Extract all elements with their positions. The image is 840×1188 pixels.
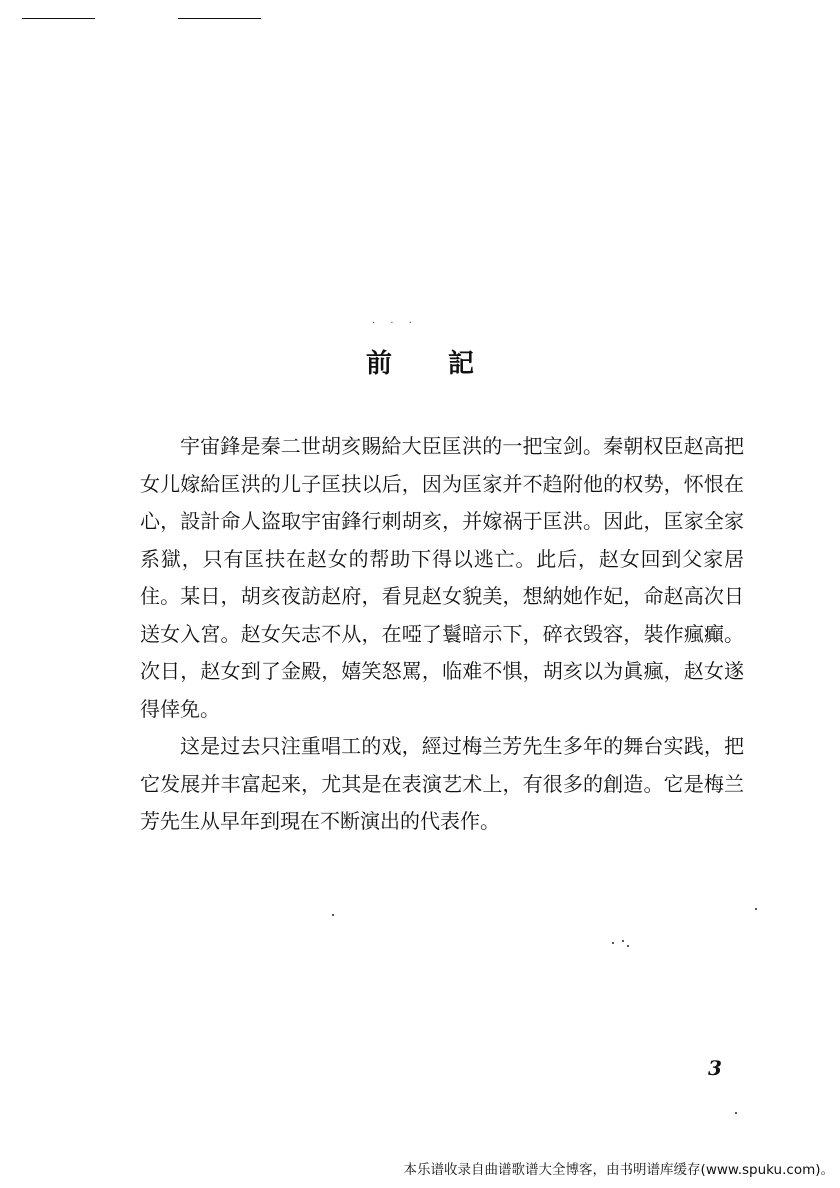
preface-body <box>140 428 744 841</box>
scan-speck <box>622 940 624 942</box>
page-number: 3 <box>708 1056 722 1080</box>
top-rule-right <box>178 18 261 19</box>
scan-specks: · · · <box>372 318 418 329</box>
page-title <box>0 343 840 380</box>
scan-speck <box>332 914 334 916</box>
title-char-2: 記 <box>448 349 475 379</box>
scan-speck <box>735 1112 737 1114</box>
scan-speck <box>627 945 629 947</box>
paragraph-2: 这是过去只注重唱工的戏，經过梅兰芳先生多年的舞台实践，把它发展并丰富起来，尤其是在表演艺术上，有很多的創造。它是梅兰芳先生从早年到現在不断演出的代表作。 <box>140 734 744 833</box>
source-footer-note: 本乐谱收录自曲谱歌谱大全博客，由书明谱库缓存(www.spuku.com)。 <box>403 1162 834 1178</box>
top-rule-left <box>22 18 95 19</box>
paragraph-1: 宇宙鋒是秦二世胡亥賜給大臣匡洪的一把宝剑。秦朝权臣赵高把女儿嫁給匡洪的儿子匡扶以后，因为匡家并不趋附他的权势，怀恨在心，設計命人盗取宇宙鋒行刺胡亥，并嫁祸于匡洪。因此，匡家全家系獄，只有匡扶在赵女的帮助下得以逃亡。此后，赵女回到父家居住。某日，胡亥夜訪赵府，看見赵女貌美，想納她作妃，命赵高次日送女入宮。赵女矢志不从，在啞了鬟暗示下，碎衣毁容，裝作瘋癲。次日，赵女到了金殿，嬉笑怒罵，临难不惧，胡亥以为眞瘋，赵女遂得倖免。 <box>140 434 744 721</box>
scan-speck <box>612 942 614 944</box>
title-char-1: 前 <box>365 349 392 379</box>
scan-speck <box>755 908 757 910</box>
